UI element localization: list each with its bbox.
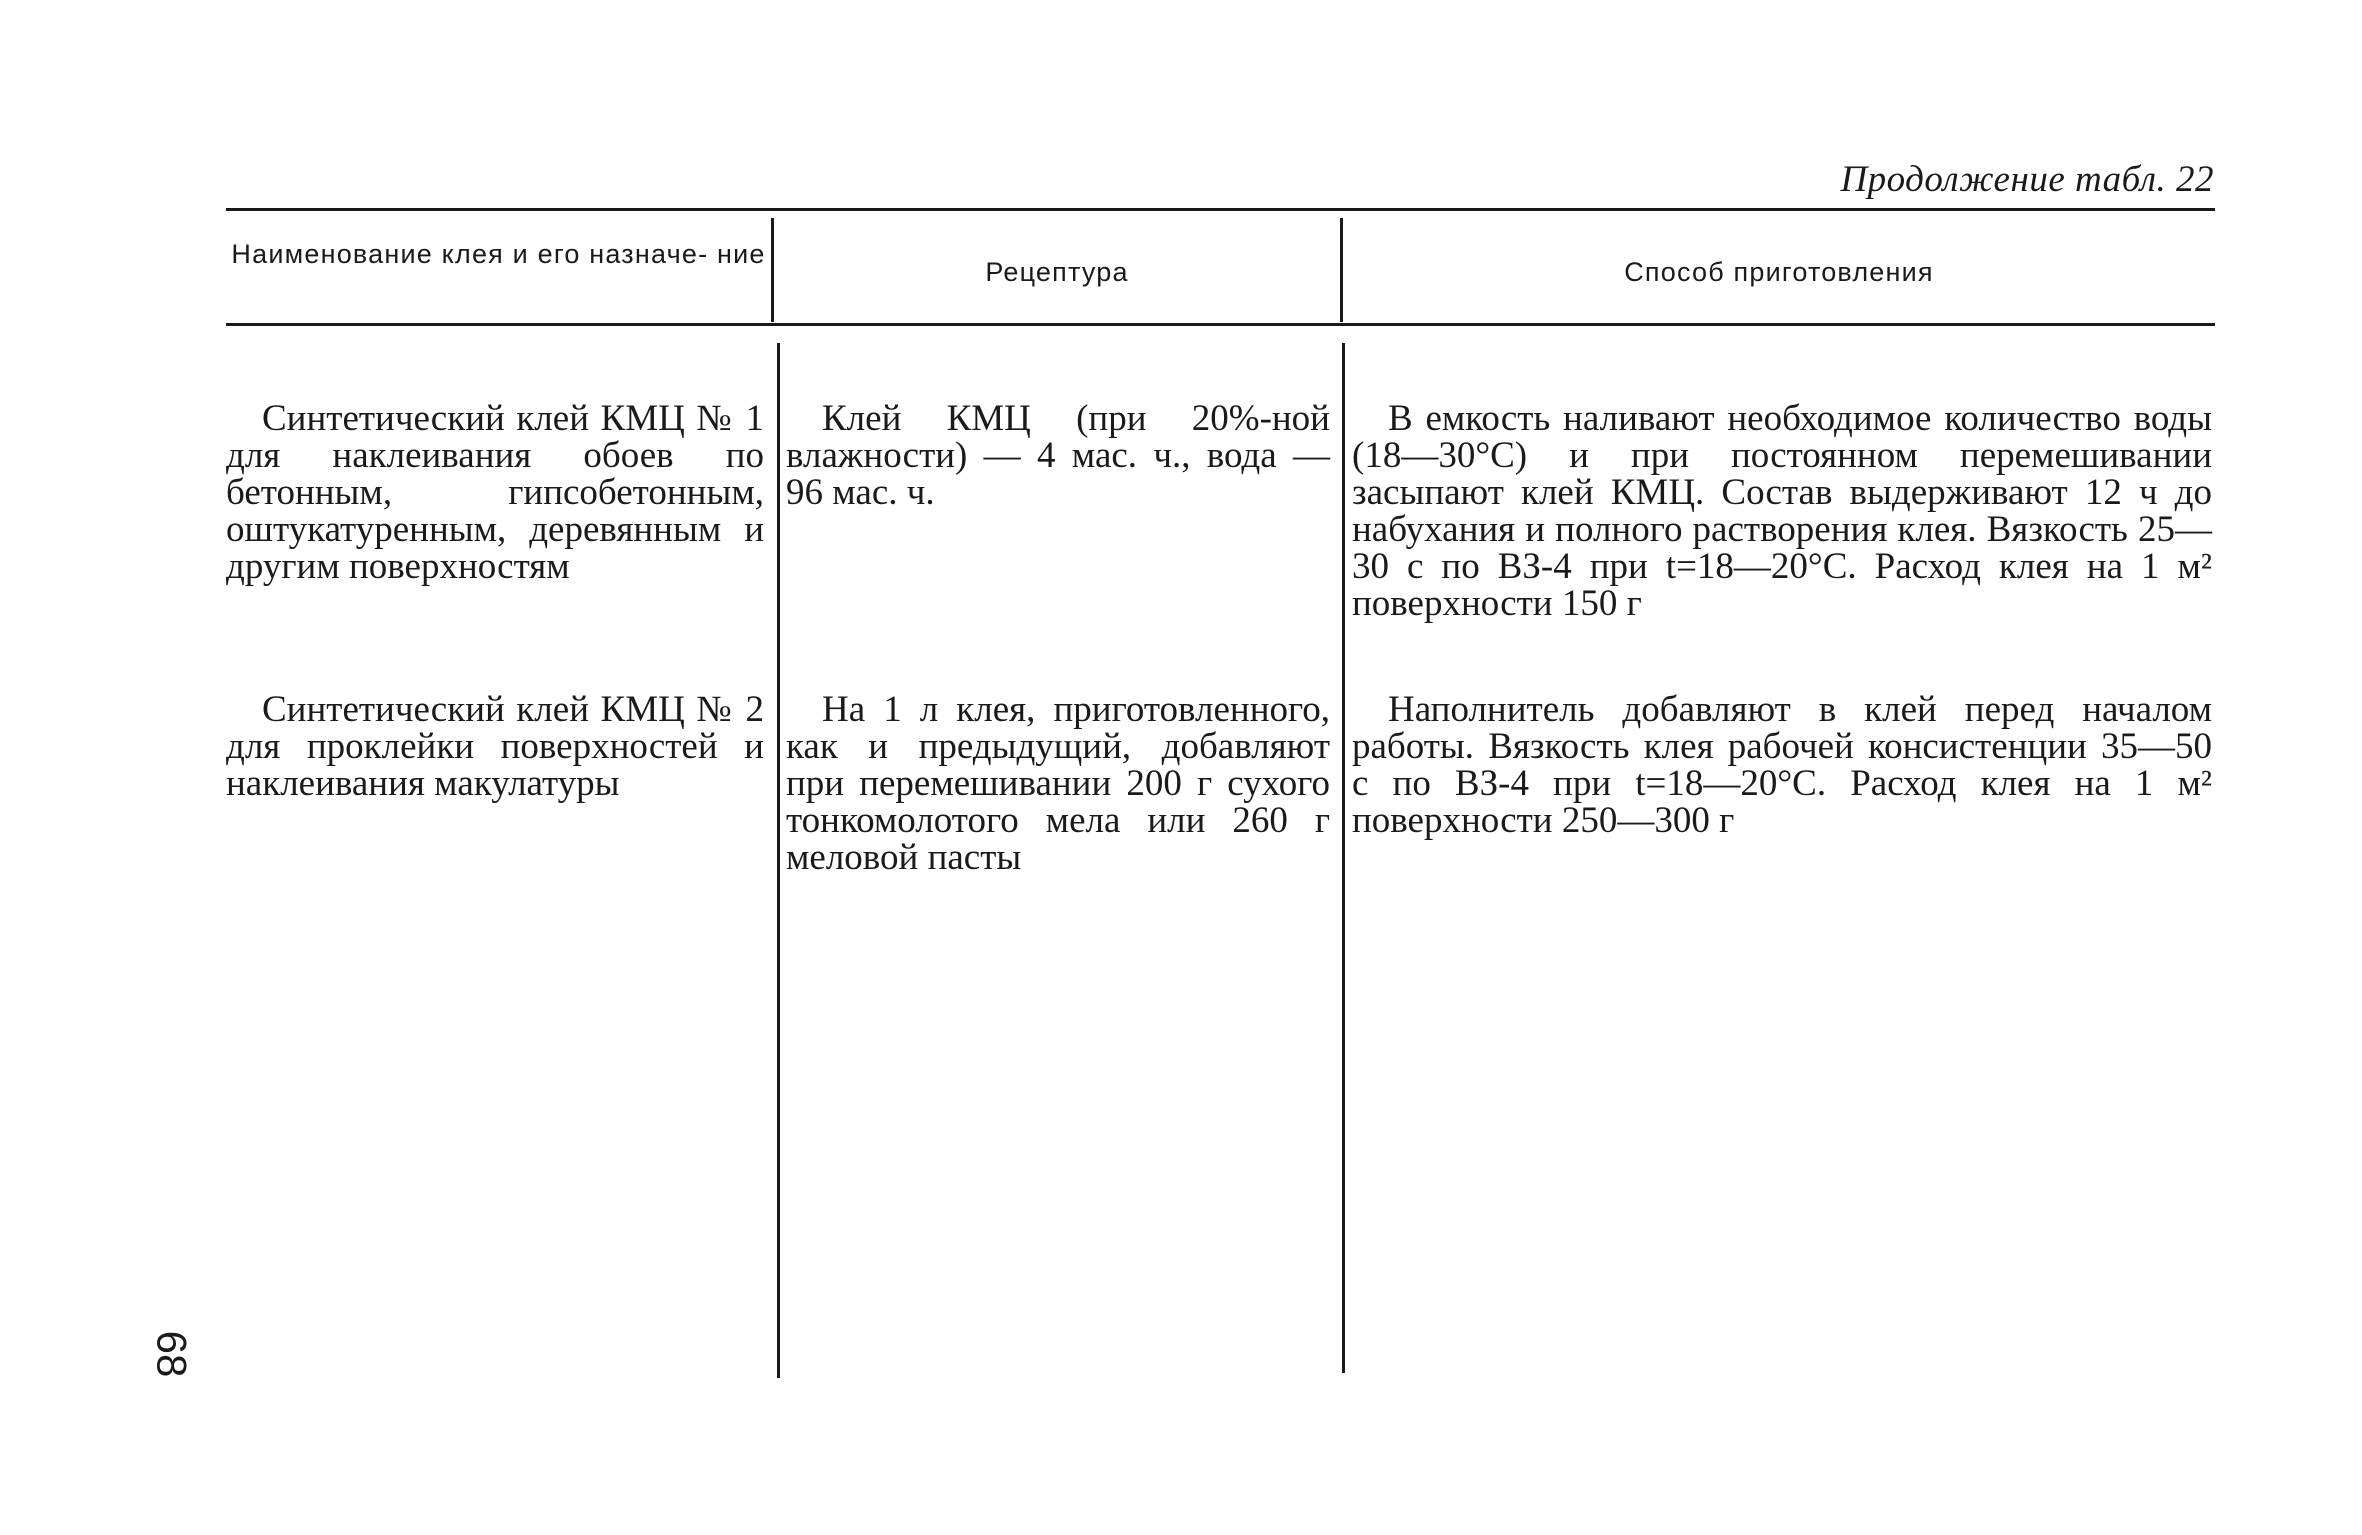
row1-recipe: Клей КМЦ (при 20%-ной влажности) — 4 мас. ч., вода — 96 мас. ч.: [786, 398, 1330, 513]
table-caption: Продолжение табл. 22: [1840, 159, 2214, 200]
table-top-rule: [226, 208, 2215, 211]
header-name: Наименование клея и его назначе- ние: [231, 239, 766, 269]
row2-name: Синтетический клей КМЦ № 2 для проклейки поверхностей и наклеивания макулатуры: [226, 689, 764, 804]
header-method: Способ приготовления: [1624, 257, 1934, 287]
row1-name: Синтетический клей КМЦ № 1 для наклеивания обоев по бетонным, гипсобетонным, оштукатуренным, деревянным и другим поверхностям: [226, 398, 764, 587]
row1-method: В емкость наливают необходимое количество воды (18—30°С) и при постоянном перемешивании засыпают клей КМЦ. Состав выдерживают 12 ч до набухания и полного растворения клея. Вязкость 25—30 с по ВЗ-4 при t=18—20°С. Расход клея на 1 м² поверхности 150 г: [1352, 398, 2212, 624]
column-divider: [777, 343, 780, 1378]
page-number: 68: [148, 1330, 196, 1378]
header-recipe: Рецептура: [985, 257, 1129, 287]
row2-recipe: На 1 л клея, приготовленного, как и предыдущий, добавляют при перемешивании 200 г сухого тонкомолотого мела или 260 г меловой пасты: [786, 689, 1330, 878]
header-bottom-rule: [226, 323, 2215, 326]
column-divider: [1342, 343, 1345, 1373]
row2-method: Наполнитель добавляют в клей перед началом работы. Вязкость клея рабочей консистенции 35—50 с по ВЗ-4 при t=18—20°С. Расход клея на 1 м² поверхности 250—300 г: [1352, 689, 2212, 841]
